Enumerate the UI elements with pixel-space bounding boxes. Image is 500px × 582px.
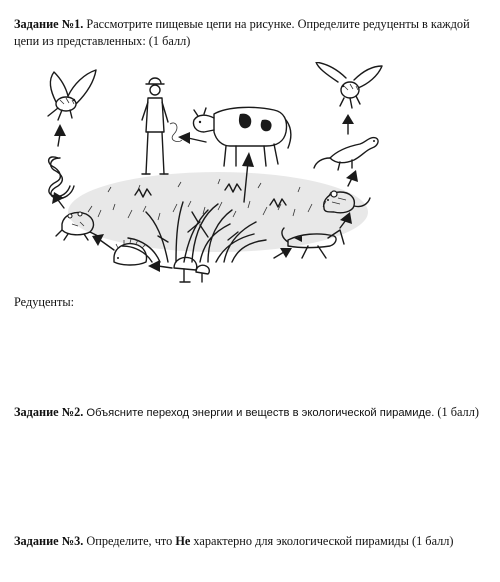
meadow-background <box>68 172 368 252</box>
task-2-text: Объясните переход энергии и веществ в экологической пирамиде. <box>83 407 435 419</box>
task-2 <box>14 404 496 422</box>
food-chain-figure <box>18 62 398 287</box>
task-3 <box>14 533 496 550</box>
task-2-label: Задание №2. <box>14 405 84 419</box>
reducers-answer-label: Редуценты: <box>14 295 75 309</box>
task-1-label: Задание №1. <box>14 17 84 31</box>
task-3-text-before: Определите, что <box>83 534 176 548</box>
task-3-text-after: характерно для экологической пирамиды (1 балл) <box>190 534 454 548</box>
weasel-icon <box>314 138 378 170</box>
task-3-label: Задание №3. <box>14 534 84 548</box>
hawk-icon <box>48 70 96 120</box>
snake-icon <box>49 157 74 198</box>
task-2-score: (1 балл) <box>434 405 479 419</box>
cow-icon <box>193 107 290 166</box>
task-3-emphasis: Не <box>175 534 191 548</box>
task-1-text: Рассмотрите пищевые цепи на рисунке. Определите редуценты в каждой цепи из представленных: (1 балл) <box>14 17 470 48</box>
eagle-icon <box>316 62 382 108</box>
task-1 <box>14 16 496 50</box>
farmer-icon <box>142 78 182 174</box>
